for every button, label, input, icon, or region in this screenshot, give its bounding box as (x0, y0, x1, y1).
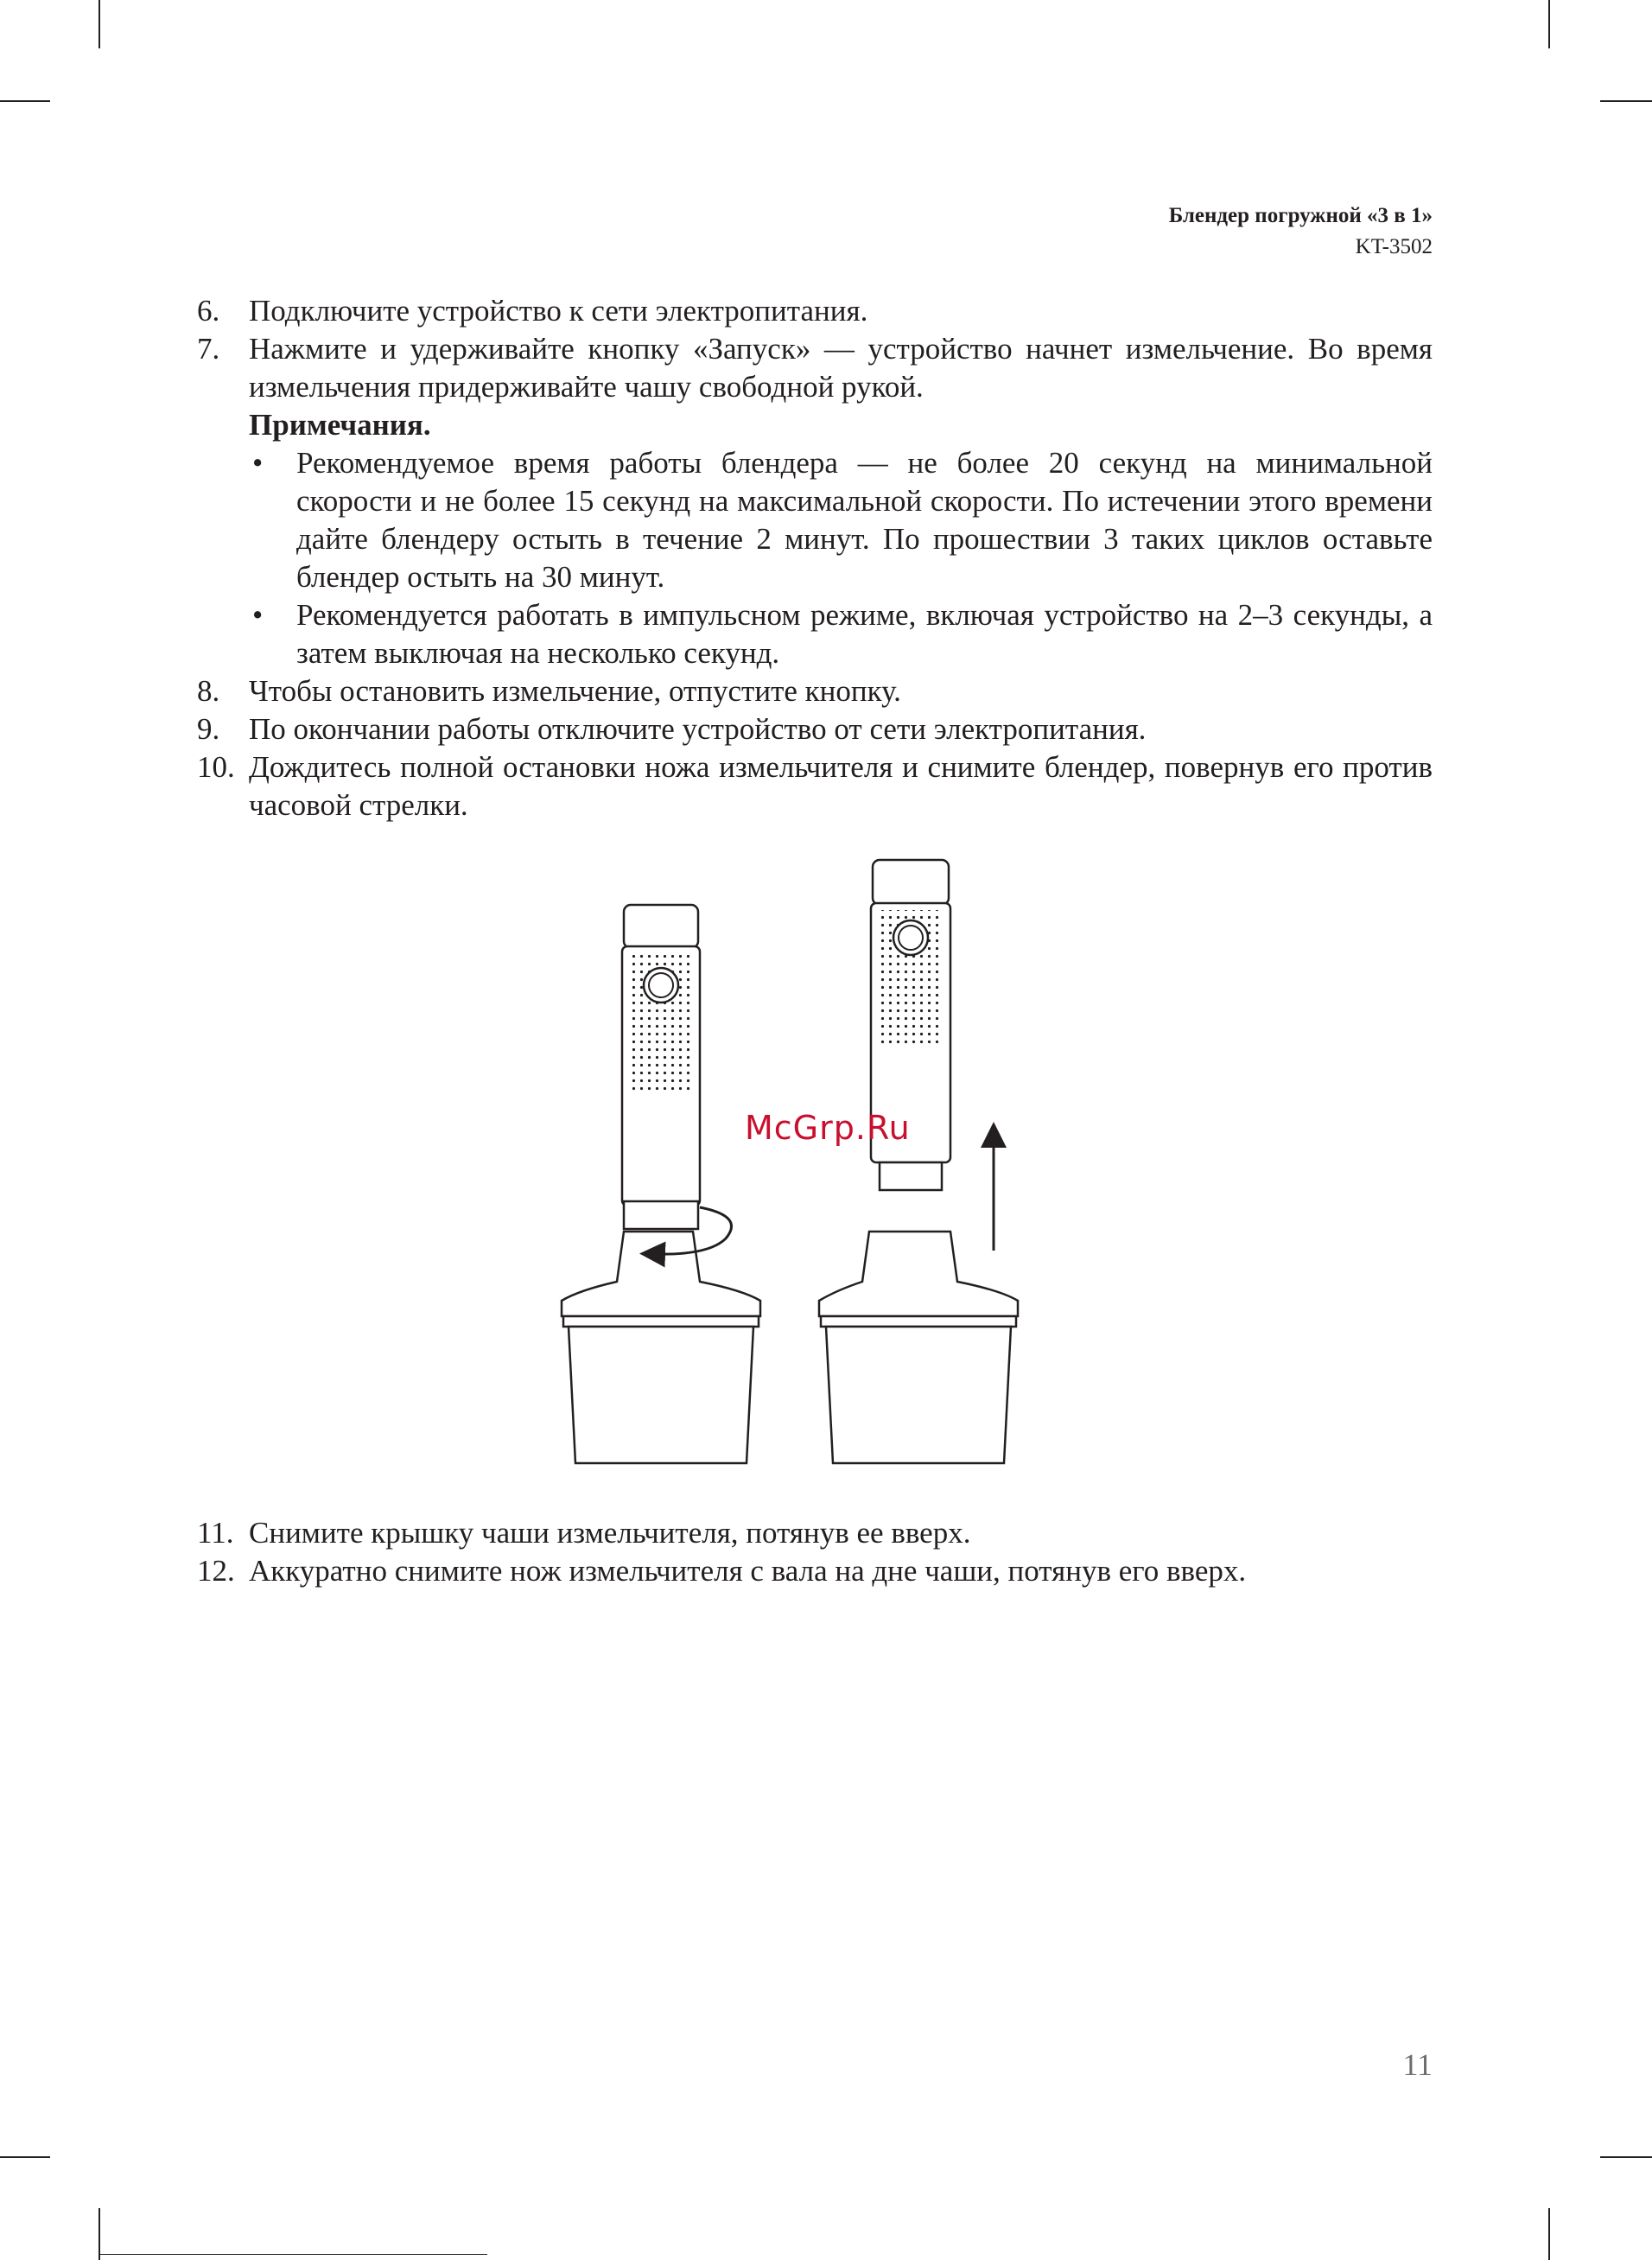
header-title: Блендер погружной «3 в 1» (1168, 204, 1433, 227)
running-header (1169, 201, 1433, 263)
note-item (249, 596, 1433, 672)
instructions (197, 292, 1433, 824)
right-bowl (826, 1327, 1011, 1463)
step-number: 12. (197, 1554, 235, 1588)
page-number: 11 (1402, 2047, 1433, 2082)
step-number: 11. (197, 1516, 234, 1550)
step-text: По окончании работы отключите устройство от сети электропитания. (249, 712, 1147, 746)
step-text: Аккуратно снимите нож измельчителя с вала на дне чаши, потянув его вверх. (249, 1554, 1247, 1588)
blender-removal-illustration (544, 851, 1028, 1482)
instructions-continued (197, 1514, 1433, 1590)
header-model: KT-3502 (1355, 235, 1433, 258)
note-text: Рекомендуется работать в импульсном режиме, включая устройство на 2–3 секунды, а затем выключая на несколько секунд. (296, 598, 1433, 670)
right-blender-cap (873, 860, 949, 905)
step-number: 8. (197, 674, 220, 708)
step-item (197, 292, 1433, 330)
notes-heading: Примечания. (249, 408, 431, 442)
left-bowl-rim (563, 1316, 759, 1327)
step-text: Чтобы остановить измельчение, отпустите кнопку. (249, 674, 901, 708)
step-item (197, 330, 1433, 406)
step-item (197, 1552, 1433, 1590)
watermark: McGrp.Ru (745, 1109, 911, 1147)
crop-mark (0, 100, 50, 102)
step-item (197, 710, 1433, 748)
crop-mark (1548, 0, 1550, 48)
step-item (197, 748, 1433, 824)
step-number: 9. (197, 712, 220, 746)
bullet-marker: • (252, 598, 264, 632)
bottom-rule (98, 2254, 487, 2255)
left-blender-cap (624, 905, 698, 948)
right-bowl-rim (821, 1316, 1016, 1327)
crop-mark (0, 2156, 50, 2158)
step-text: Дождитесь полной остановки ножа измельчителя и снимите блендер, повернув его против часовой стрелки. (249, 750, 1433, 822)
left-bowl (569, 1327, 753, 1463)
right-bowl-lid (819, 1232, 1018, 1316)
right-blender-collar (880, 1162, 942, 1190)
bullet-marker: • (252, 446, 264, 480)
note-text: Рекомендуемое время работы блендера — не более 20 секунд на минимальной скорости и не более 15 секунд на максимальной скорости. По истечении этого времени дайте блендеру остыть в течение 2 минут. По прошествии 3 таких циклов оставьте блендер остыть на 30 минут. (296, 446, 1433, 594)
note-item (249, 444, 1433, 596)
notes-block (197, 406, 1433, 672)
crop-mark (98, 0, 100, 48)
crop-mark (98, 2208, 100, 2260)
step-number: 6. (197, 294, 220, 328)
step-number: 7. (197, 332, 220, 366)
step-item (197, 1514, 1433, 1552)
crop-mark (1548, 2208, 1550, 2260)
crop-mark (1600, 2156, 1652, 2158)
step-text: Нажмите и удерживайте кнопку «Запуск» — устройство начнет измельчение. Во время измельчения придерживайте чашу свободной рукой. (249, 332, 1433, 404)
left-bowl-lid (562, 1232, 760, 1316)
crop-mark (1600, 100, 1652, 102)
step-text: Снимите крышку чаши измельчителя, потянув ее вверх. (249, 1516, 971, 1550)
left-blender-collar (624, 1201, 698, 1229)
step-number: 10. (197, 750, 235, 784)
step-text: Подключите устройство к сети электропитания. (249, 294, 868, 328)
step-item (197, 672, 1433, 710)
